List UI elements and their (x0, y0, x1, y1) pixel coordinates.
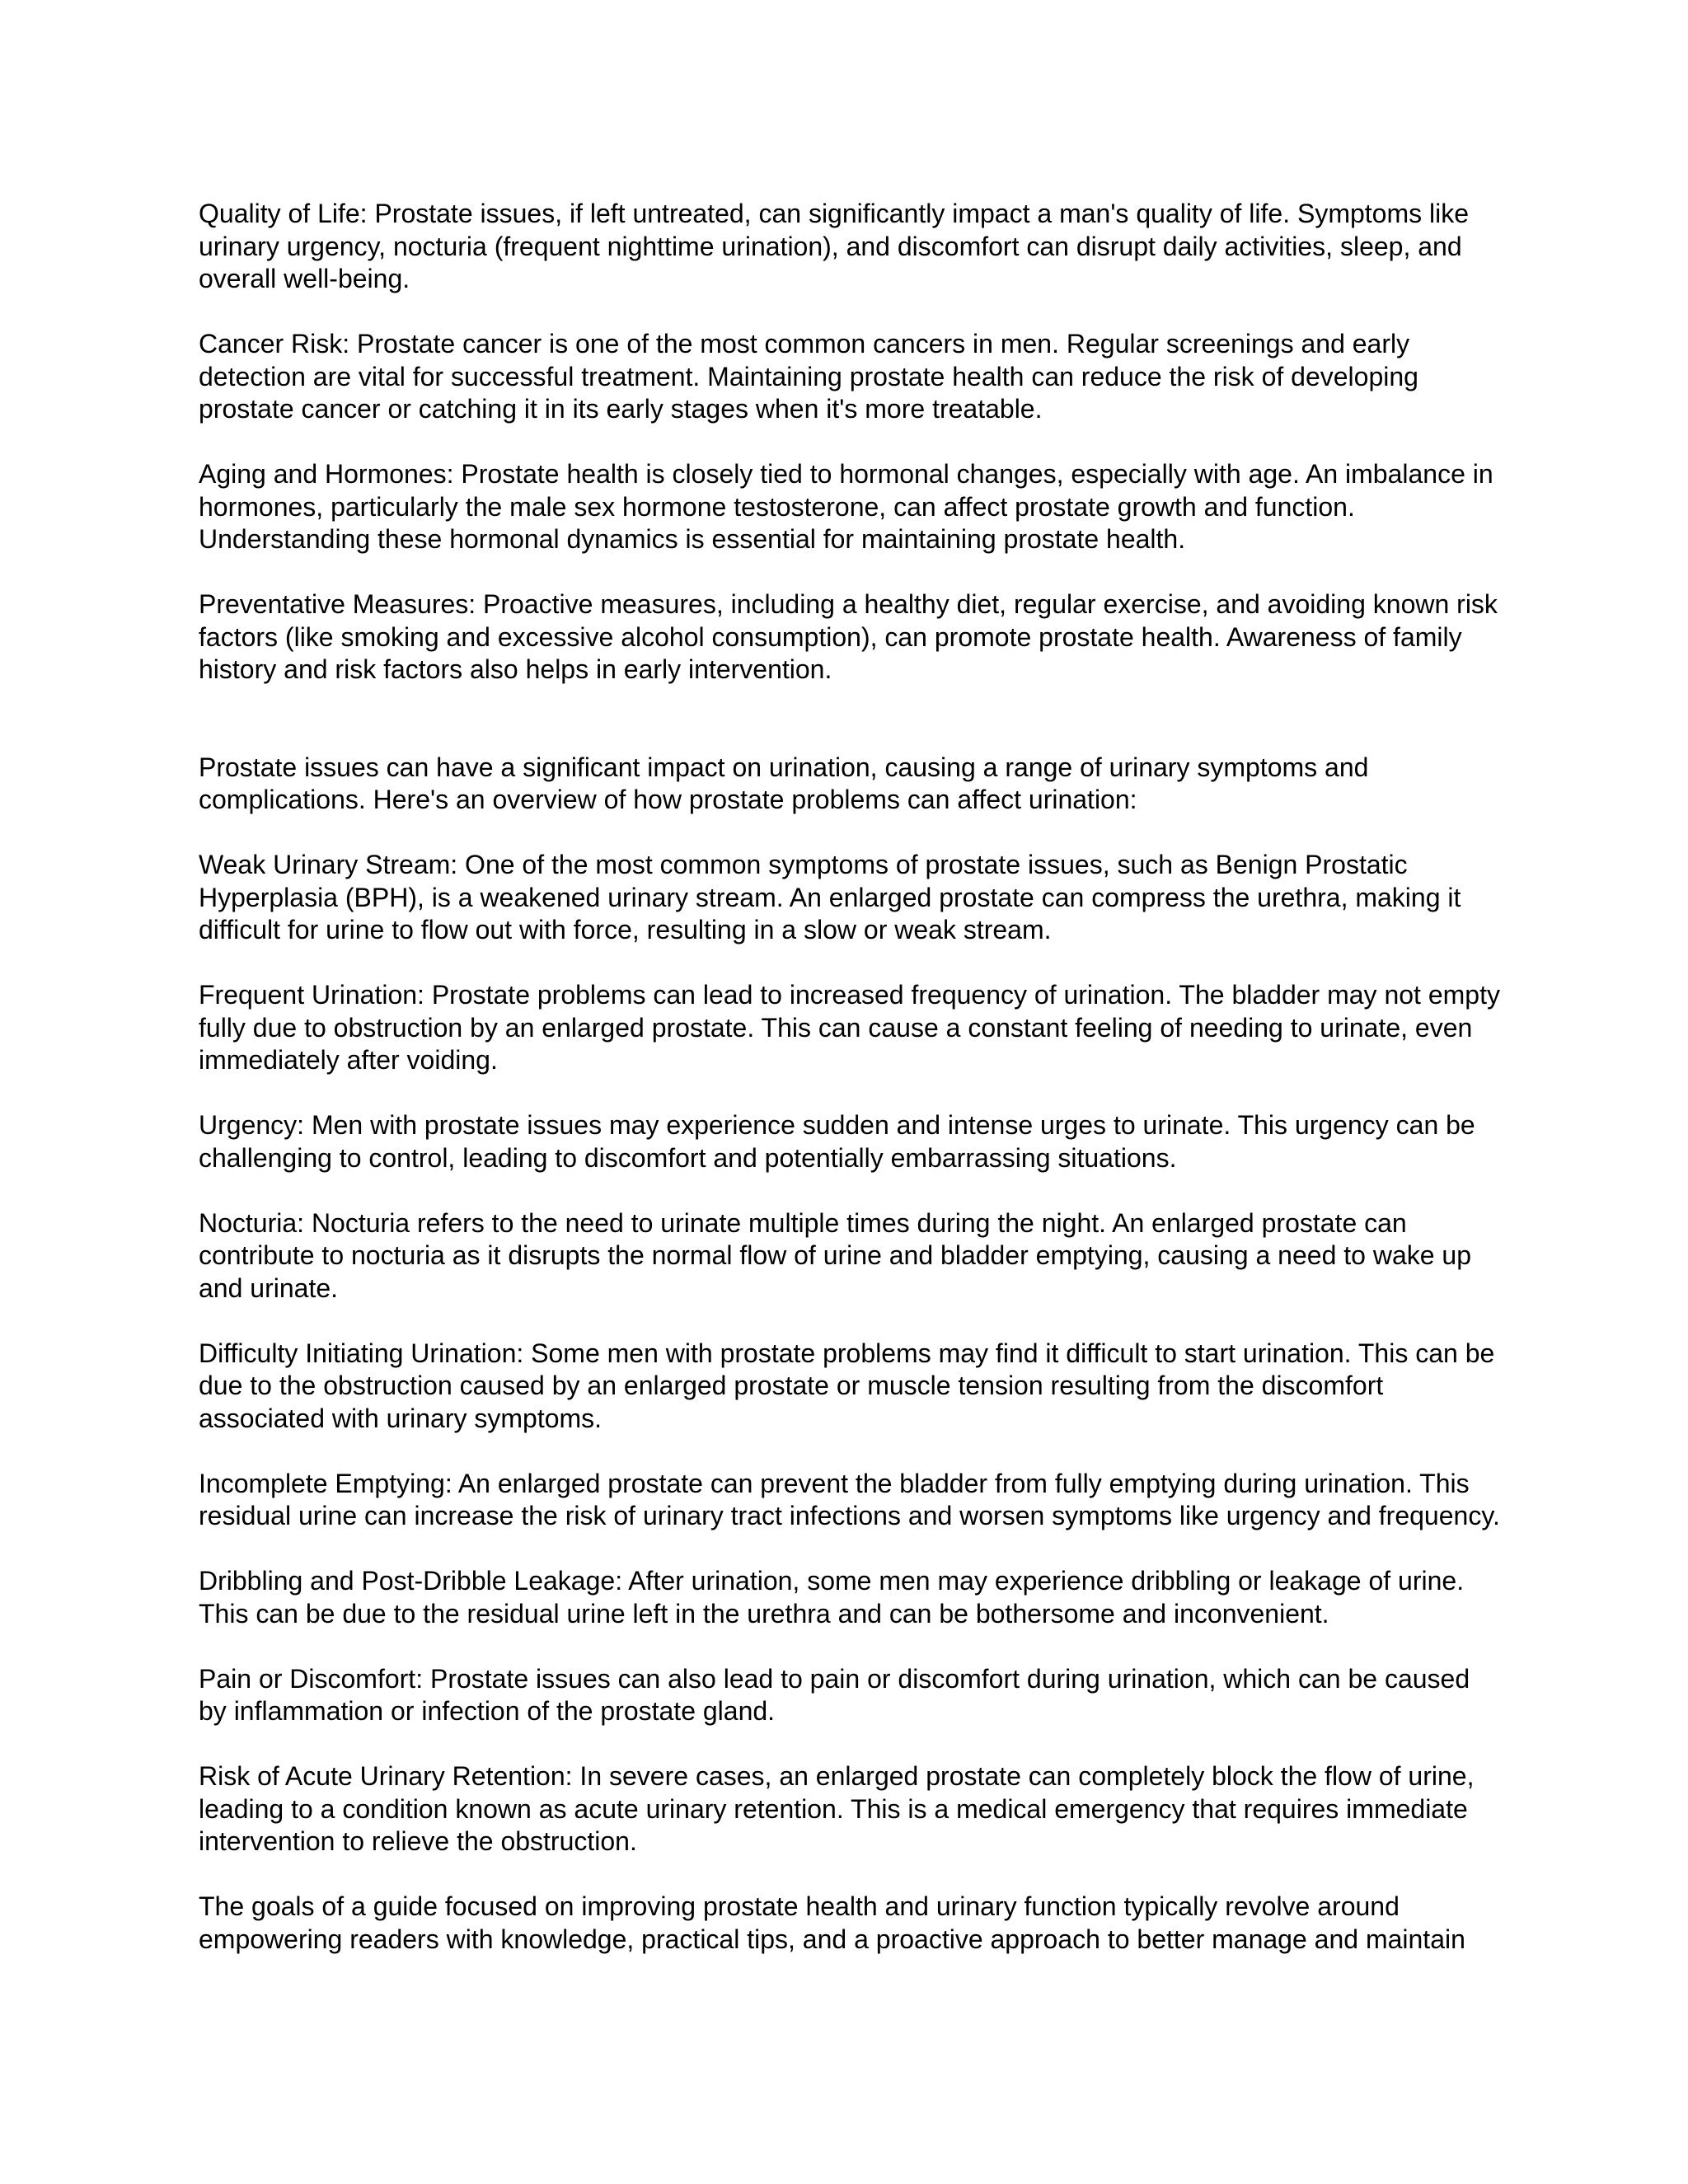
paragraph-quality-of-life: Quality of Life: Prostate issues, if left untreated, can significantly impact a man's quality of life. Symptoms like urinary urgency, nocturia (frequent nighttime urination), and discomfort can disrupt daily activities, sleep, and overall well-being. (199, 199, 1470, 293)
paragraph-guide-goals: The goals of a guide focused on improving prostate health and urinary function typically revolve around empowering readers with knowledge, practical tips, and a proactive approach to better manage and maintain (199, 1891, 1465, 1954)
paragraph-preventative-measures: Preventative Measures: Proactive measures, including a healthy diet, regular exercise, and avoiding known risk factors (like smoking and excessive alcohol consumption), can promote prostate health. Awareness of family history and risk factors also helps in early intervention. (199, 589, 1498, 684)
paragraph-frequent-urination: Frequent Urination: Prostate problems can lead to increased frequency of urination. The bladder may not empty fully due to obstruction by an enlarged prostate. This can cause a constant feeling of needing to urinate, even immediately after voiding. (199, 980, 1500, 1075)
paragraph-nocturia: Nocturia: Nocturia refers to the need to urinate multiple times during the night. An enlarged prostate can contribute to nocturia as it disrupts the normal flow of urine and bladder emptying, causing a need to wake up and urinate. (199, 1207, 1472, 1303)
paragraph-pain-discomfort: Pain or Discomfort: Prostate issues can also lead to pain or discomfort during urination, which can be caused by inflammation or infection of the prostate gland. (199, 1663, 1470, 1726)
document-body (199, 198, 1501, 1956)
paragraph-urination-overview: Prostate issues can have a significant impact on urination, causing a range of urinary symptoms and complications. Here's an overview of how prostate problems can affect urination: (199, 752, 1369, 814)
paragraph-difficulty-initiating: Difficulty Initiating Urination: Some men with prostate problems may find it difficult to start urination. This can be due to the obstruction caused by an enlarged prostate or muscle tension resulting from the discomfort associated with urinary symptoms. (199, 1338, 1495, 1433)
paragraph-weak-urinary-stream: Weak Urinary Stream: One of the most common symptoms of prostate issues, such as Benign Prostatic Hyperplasia (BPH), is a weakened urinary stream. An enlarged prostate can compress the urethra, making it difficult for urine to flow out with force, resulting in a slow or weak stream. (199, 850, 1461, 944)
paragraph-cancer-risk: Cancer Risk: Prostate cancer is one of the most common cancers in men. Regular screenings and early detection are vital for successful treatment. Maintaining prostate health can reduce the risk of developing prostate cancer or catching it in its early stages when it's more treatable. (199, 329, 1418, 424)
paragraph-incomplete-emptying: Incomplete Emptying: An enlarged prostate can prevent the bladder from fully emptying during urination. This residual urine can increase the risk of urinary tract infections and worsen symptoms like urgency and frequency. (199, 1468, 1500, 1530)
paragraph-acute-urinary-retention: Risk of Acute Urinary Retention: In severe cases, an enlarged prostate can completely block the flow of urine, leading to a condition known as acute urinary retention. This is a medical emergency that requires immediate intervention to relieve the obstruction. (199, 1761, 1475, 1856)
paragraph-urgency: Urgency: Men with prostate issues may experience sudden and intense urges to urinate. This urgency can be challenging to control, leading to discomfort and potentially embarrassing situations. (199, 1110, 1475, 1173)
paragraph-dribbling-leakage: Dribbling and Post-Dribble Leakage: After urination, some men may experience dribbling or leakage of urine. This can be due to the residual urine left in the urethra and can be bothersome and inconvenient. (199, 1566, 1465, 1629)
paragraph-aging-and-hormones: Aging and Hormones: Prostate health is closely tied to hormonal changes, especially with age. An imbalance in hormones, particularly the male sex hormone testosterone, can affect prostate growth and function. Understanding these hormonal dynamics is essential for maintaining prostate health. (199, 459, 1493, 554)
